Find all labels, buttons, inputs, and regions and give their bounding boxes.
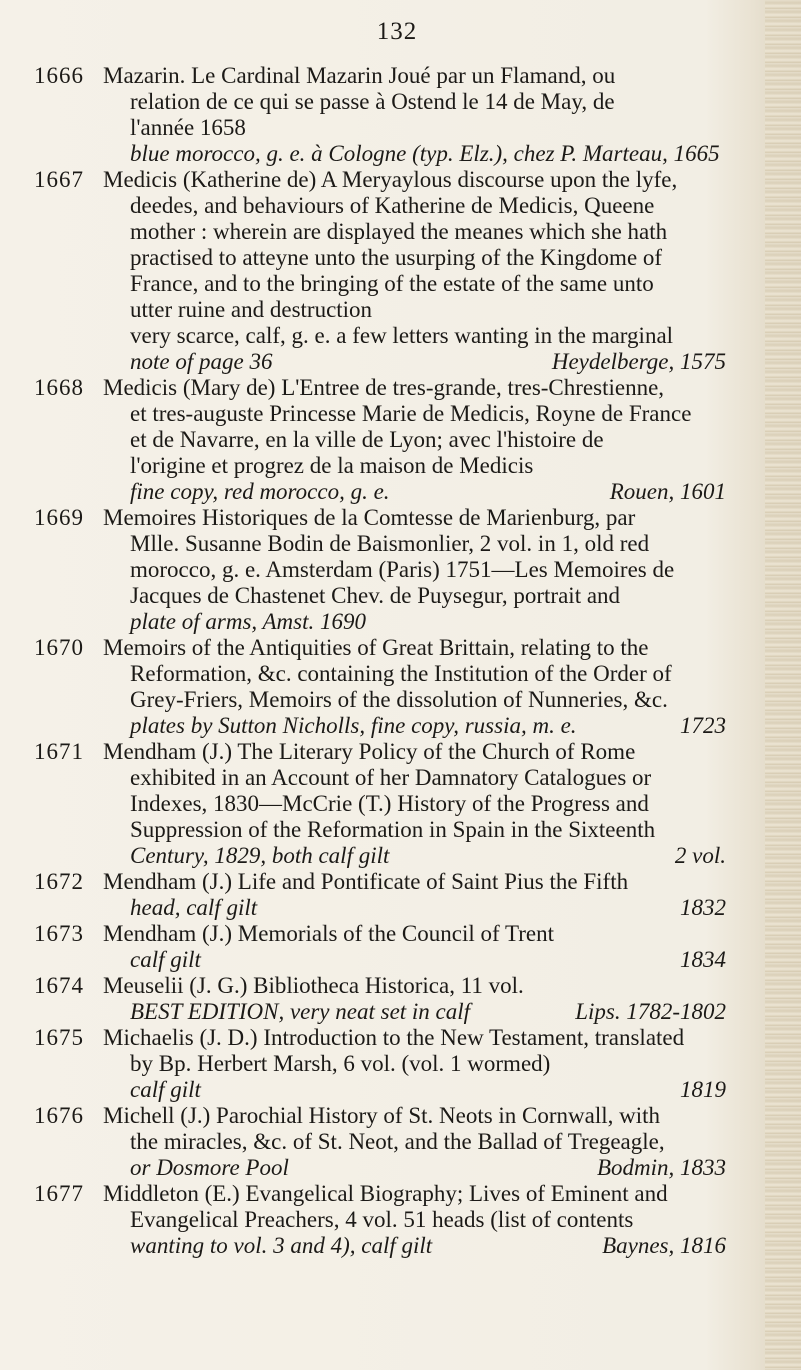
binding-note: Century, 1829, both calf gilt [130,843,390,868]
lot-number: 1670 [34,635,84,660]
lot-number: 1677 [34,1181,84,1206]
entry-line: et de Navarre, en la ville de Lyon; avec l'histoire de [130,427,604,452]
entry-note-line [103,1233,726,1259]
imprint: 1834 [680,947,726,972]
imprint: Heydelberge, 1575 [551,349,726,374]
binding-note: wanting to vol. 3 and 4), calf gilt [130,1233,433,1258]
catalogue-entry [0,167,801,375]
imprint: Lips. 1782-1802 [575,999,726,1024]
binding-note: note of page 36 [130,349,273,374]
catalogue-entry [0,1025,801,1103]
entry-text [103,973,726,1025]
entry-text [103,167,726,375]
entry-line: exhibited in an Account of her Damnatory Catalogues or [130,765,652,790]
binding-note: calf gilt [130,947,201,972]
entry-note-line [103,141,726,167]
lot-number: 1672 [34,869,84,894]
entry-note-line [103,895,726,921]
catalogue-entry [0,921,801,973]
entry-line: Memoirs of the Antiquities of Great Brittain, relating to the [103,635,649,660]
catalogue-entry [0,1181,801,1259]
catalogue-entries [0,63,801,1259]
entry-line: Medicis (Mary de) L'Entree de tres-grande, tres-Chrestienne, [103,375,665,400]
entry-line: et tres-auguste Princesse Marie de Medicis, Royne de France [130,401,692,426]
entry-text [103,1025,726,1103]
catalogue-entry [0,739,801,869]
entry-line: Mendham (J.) Life and Pontificate of Saint Pius the Fifth [103,869,629,894]
entry-note-line [103,999,726,1025]
entry-line: Michaelis (J. D.) Introduction to the New Testament, translated [103,1025,685,1050]
binding-note: plate of arms, Amst. 1690 [130,609,366,634]
entry-line: Indexes, 1830—McCrie (T.) History of the Progress and [130,791,649,816]
binding-note: fine copy, red morocco, g. e. [130,479,390,504]
page-number: 132 [376,18,418,45]
entry-text [103,505,726,635]
entry-text [103,1103,726,1181]
entry-note-line [103,349,726,375]
imprint: 2 vol. [674,843,726,868]
entry-text [103,63,726,167]
entry-line: Memoires Historiques de la Comtesse de Marienburg, par [103,505,636,530]
catalogue-entry [0,505,801,635]
entry-line: Mendham (J.) Memorials of the Council of Trent [103,921,555,946]
entry-line: Meuselii (J. G.) Bibliotheca Historica, 11 vol. [103,973,524,998]
entry-line: mother : wherein are displayed the meanes which she hath [130,219,668,244]
entry-note-line [103,947,726,973]
entry-line: Jacques de Chastenet Chev. de Puysegur, portrait and [130,583,621,608]
entry-text [103,635,726,739]
binding-note: calf gilt [130,1077,201,1102]
lot-number: 1673 [34,921,84,946]
lot-number: 1666 [34,63,84,88]
entry-note-line [103,843,726,869]
entry-note-line [103,1155,726,1181]
imprint: 1819 [680,1077,726,1102]
entry-line: utter ruine and destruction [130,297,373,322]
entry-line: Evangelical Preachers, 4 vol. 51 heads (list of contents [130,1207,634,1232]
entry-line: practised to atteyne unto the usurping of the Kingdome of [130,245,663,270]
catalogue-entry [0,635,801,739]
catalogue-entry [0,63,801,167]
entry-line: Mazarin. Le Cardinal Mazarin Joué par un Flamand, ou [103,63,616,88]
entry-line: France, and to the bringing of the estate of the same unto [130,271,654,296]
entry-line: Michell (J.) Parochial History of St. Neots in Cornwall, with [103,1103,661,1128]
entry-text [103,739,726,869]
entry-line: l'année 1658 [130,115,246,140]
entry-note-line [103,609,726,635]
entry-line: Mlle. Susanne Bodin de Baismonlier, 2 vol. in 1, old red [130,531,650,556]
entry-line: by Bp. Herbert Marsh, 6 vol. (vol. 1 wormed) [130,1051,551,1076]
catalogue-entry [0,375,801,505]
lot-number: 1669 [34,505,84,530]
imprint: Rouen, 1601 [609,479,726,504]
entry-line: Suppression of the Reformation in Spain in the Sixteenth [130,817,656,842]
entry-line: l'origine et progrez de la maison de Medicis [130,453,534,478]
imprint: Baynes, 1816 [602,1233,726,1258]
entry-line: Medicis (Katherine de) A Meryaylous discourse upon the lyfe, [103,167,678,192]
entry-line: Mendham (J.) The Literary Policy of the Church of Rome [103,739,636,764]
binding-note: blue morocco, g. e. à Cologne (typ. Elz.), chez P. Marteau, 1665 [130,141,720,166]
entry-line: the miracles, &c. of St. Neot, and the Ballad of Tregeagle, [130,1129,665,1154]
entry-line: Reformation, &c. containing the Institution of the Order of [130,661,672,686]
catalogue-entry [0,1103,801,1181]
entry-line: very scarce, calf, g. e. a few letters wanting in the marginal [130,323,674,348]
entry-line: Middleton (E.) Evangelical Biography; Lives of Eminent and [103,1181,668,1206]
imprint: 1723 [680,713,726,738]
entry-line: Grey-Friers, Memoirs of the dissolution of Nunneries, &c. [130,687,668,712]
catalogue-entry [0,973,801,1025]
entry-line: deedes, and behaviours of Katherine de Medicis, Queene [130,193,655,218]
entry-text [103,375,726,505]
lot-number: 1667 [34,167,84,192]
entry-text [103,1181,726,1259]
binding-note: BEST EDITION, very neat set in calf [130,999,471,1024]
lot-number: 1676 [34,1103,84,1128]
lot-number: 1674 [34,973,84,998]
binding-note: or Dosmore Pool [130,1155,289,1180]
lot-number: 1671 [34,739,84,764]
entry-note-line [103,479,726,505]
entry-text [103,869,726,921]
imprint: Bodmin, 1833 [596,1155,726,1180]
entry-line: morocco, g. e. Amsterdam (Paris) 1751—Les Memoires de [130,557,675,582]
binding-note: head, calf gilt [130,895,258,920]
catalogue-entry [0,869,801,921]
binding-note: plates by Sutton Nicholls, fine copy, russia, m. e. [130,713,577,738]
lot-number: 1675 [34,1025,84,1050]
entry-line: relation de ce qui se passe à Ostend le 14 de May, de [130,89,615,114]
entry-note-line [103,1077,726,1103]
lot-number: 1668 [34,375,84,400]
imprint: 1832 [680,895,726,920]
entry-note-line [103,713,726,739]
entry-text [103,921,726,973]
